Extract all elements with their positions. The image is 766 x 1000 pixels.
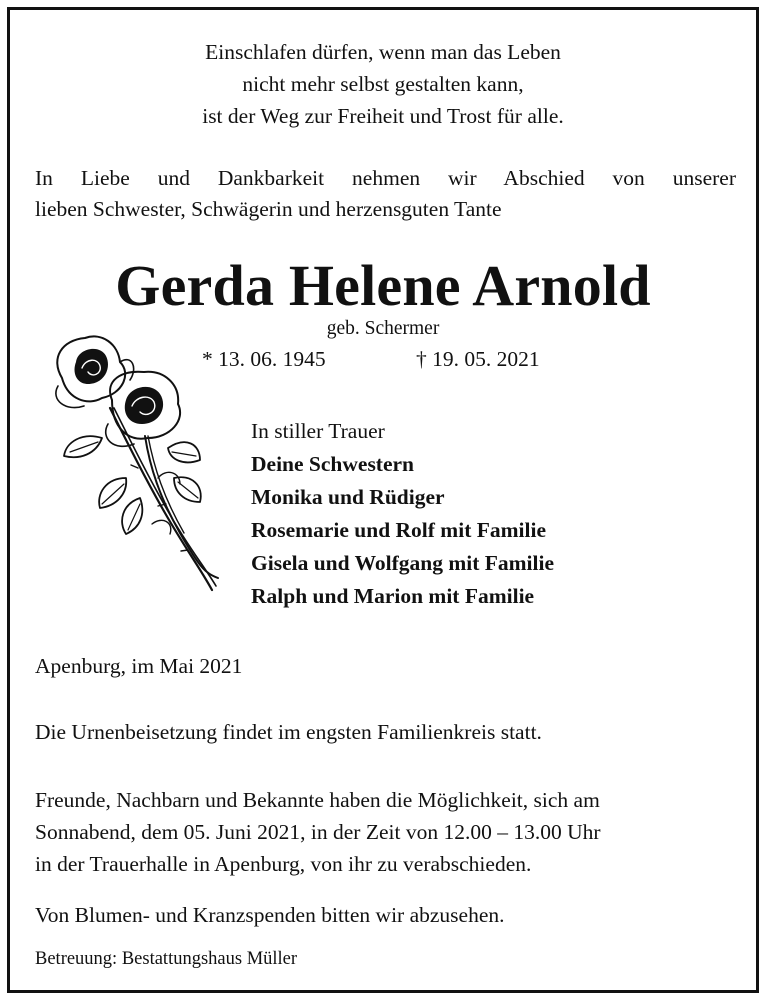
mourners-block xyxy=(251,415,554,613)
verse-line: ist der Weg zur Freiheit und Trost für alle. xyxy=(202,104,564,128)
intro-line: lieben Schwester, Schwägerin und herzensguten Tante xyxy=(35,197,502,221)
mourner-line: Rosemarie und Rolf mit Familie xyxy=(251,518,546,542)
urn-notice: Die Urnenbeisetzung findet im engsten Familienkreis statt. xyxy=(35,720,542,744)
intro-text xyxy=(35,163,736,225)
farewell-line: in der Trauerhalle in Apenburg, von ihr zu verabschieden. xyxy=(35,852,532,876)
farewell-line: Sonnabend, dem 05. Juni 2021, in der Zeit von 12.00 – 13.00 Uhr xyxy=(35,820,601,844)
mourner-line: Ralph und Marion mit Familie xyxy=(251,584,535,608)
obituary-content xyxy=(10,10,756,990)
mourner-line: Monika und Rüdiger xyxy=(251,485,445,509)
intro-line: In Liebe und Dankbarkeit nehmen wir Abschied von unserer xyxy=(35,166,736,190)
verse-line: Einschlafen dürfen, wenn man das Leben xyxy=(205,40,561,64)
farewell-line: Freunde, Nachbarn und Bekannte haben die Möglichkeit, sich am xyxy=(35,788,600,812)
funeral-home-credit: Betreuung: Bestattungshaus Müller xyxy=(35,949,298,969)
verse-line: nicht mehr selbst gestalten kann, xyxy=(242,72,524,96)
mourners-heading: In stiller Trauer xyxy=(251,419,385,443)
rose-icon xyxy=(40,328,230,598)
maiden-name: geb. Schermer xyxy=(326,318,440,339)
death-date: † 19. 05. 2021 xyxy=(416,347,540,371)
farewell-notice xyxy=(35,784,738,880)
obituary-frame xyxy=(7,7,759,993)
flowers-notice: Von Blumen- und Kranzspenden bitten wir abzusehen. xyxy=(35,903,505,927)
place-date: Apenburg, im Mai 2021 xyxy=(35,654,243,678)
birth-date: * 13. 06. 1945 xyxy=(202,347,326,371)
verse xyxy=(10,36,756,132)
mourner-line: Gisela und Wolfgang mit Familie xyxy=(251,551,555,575)
deceased-name: Gerda Helene Arnold xyxy=(115,253,651,318)
mourner-line: Deine Schwestern xyxy=(251,452,415,476)
